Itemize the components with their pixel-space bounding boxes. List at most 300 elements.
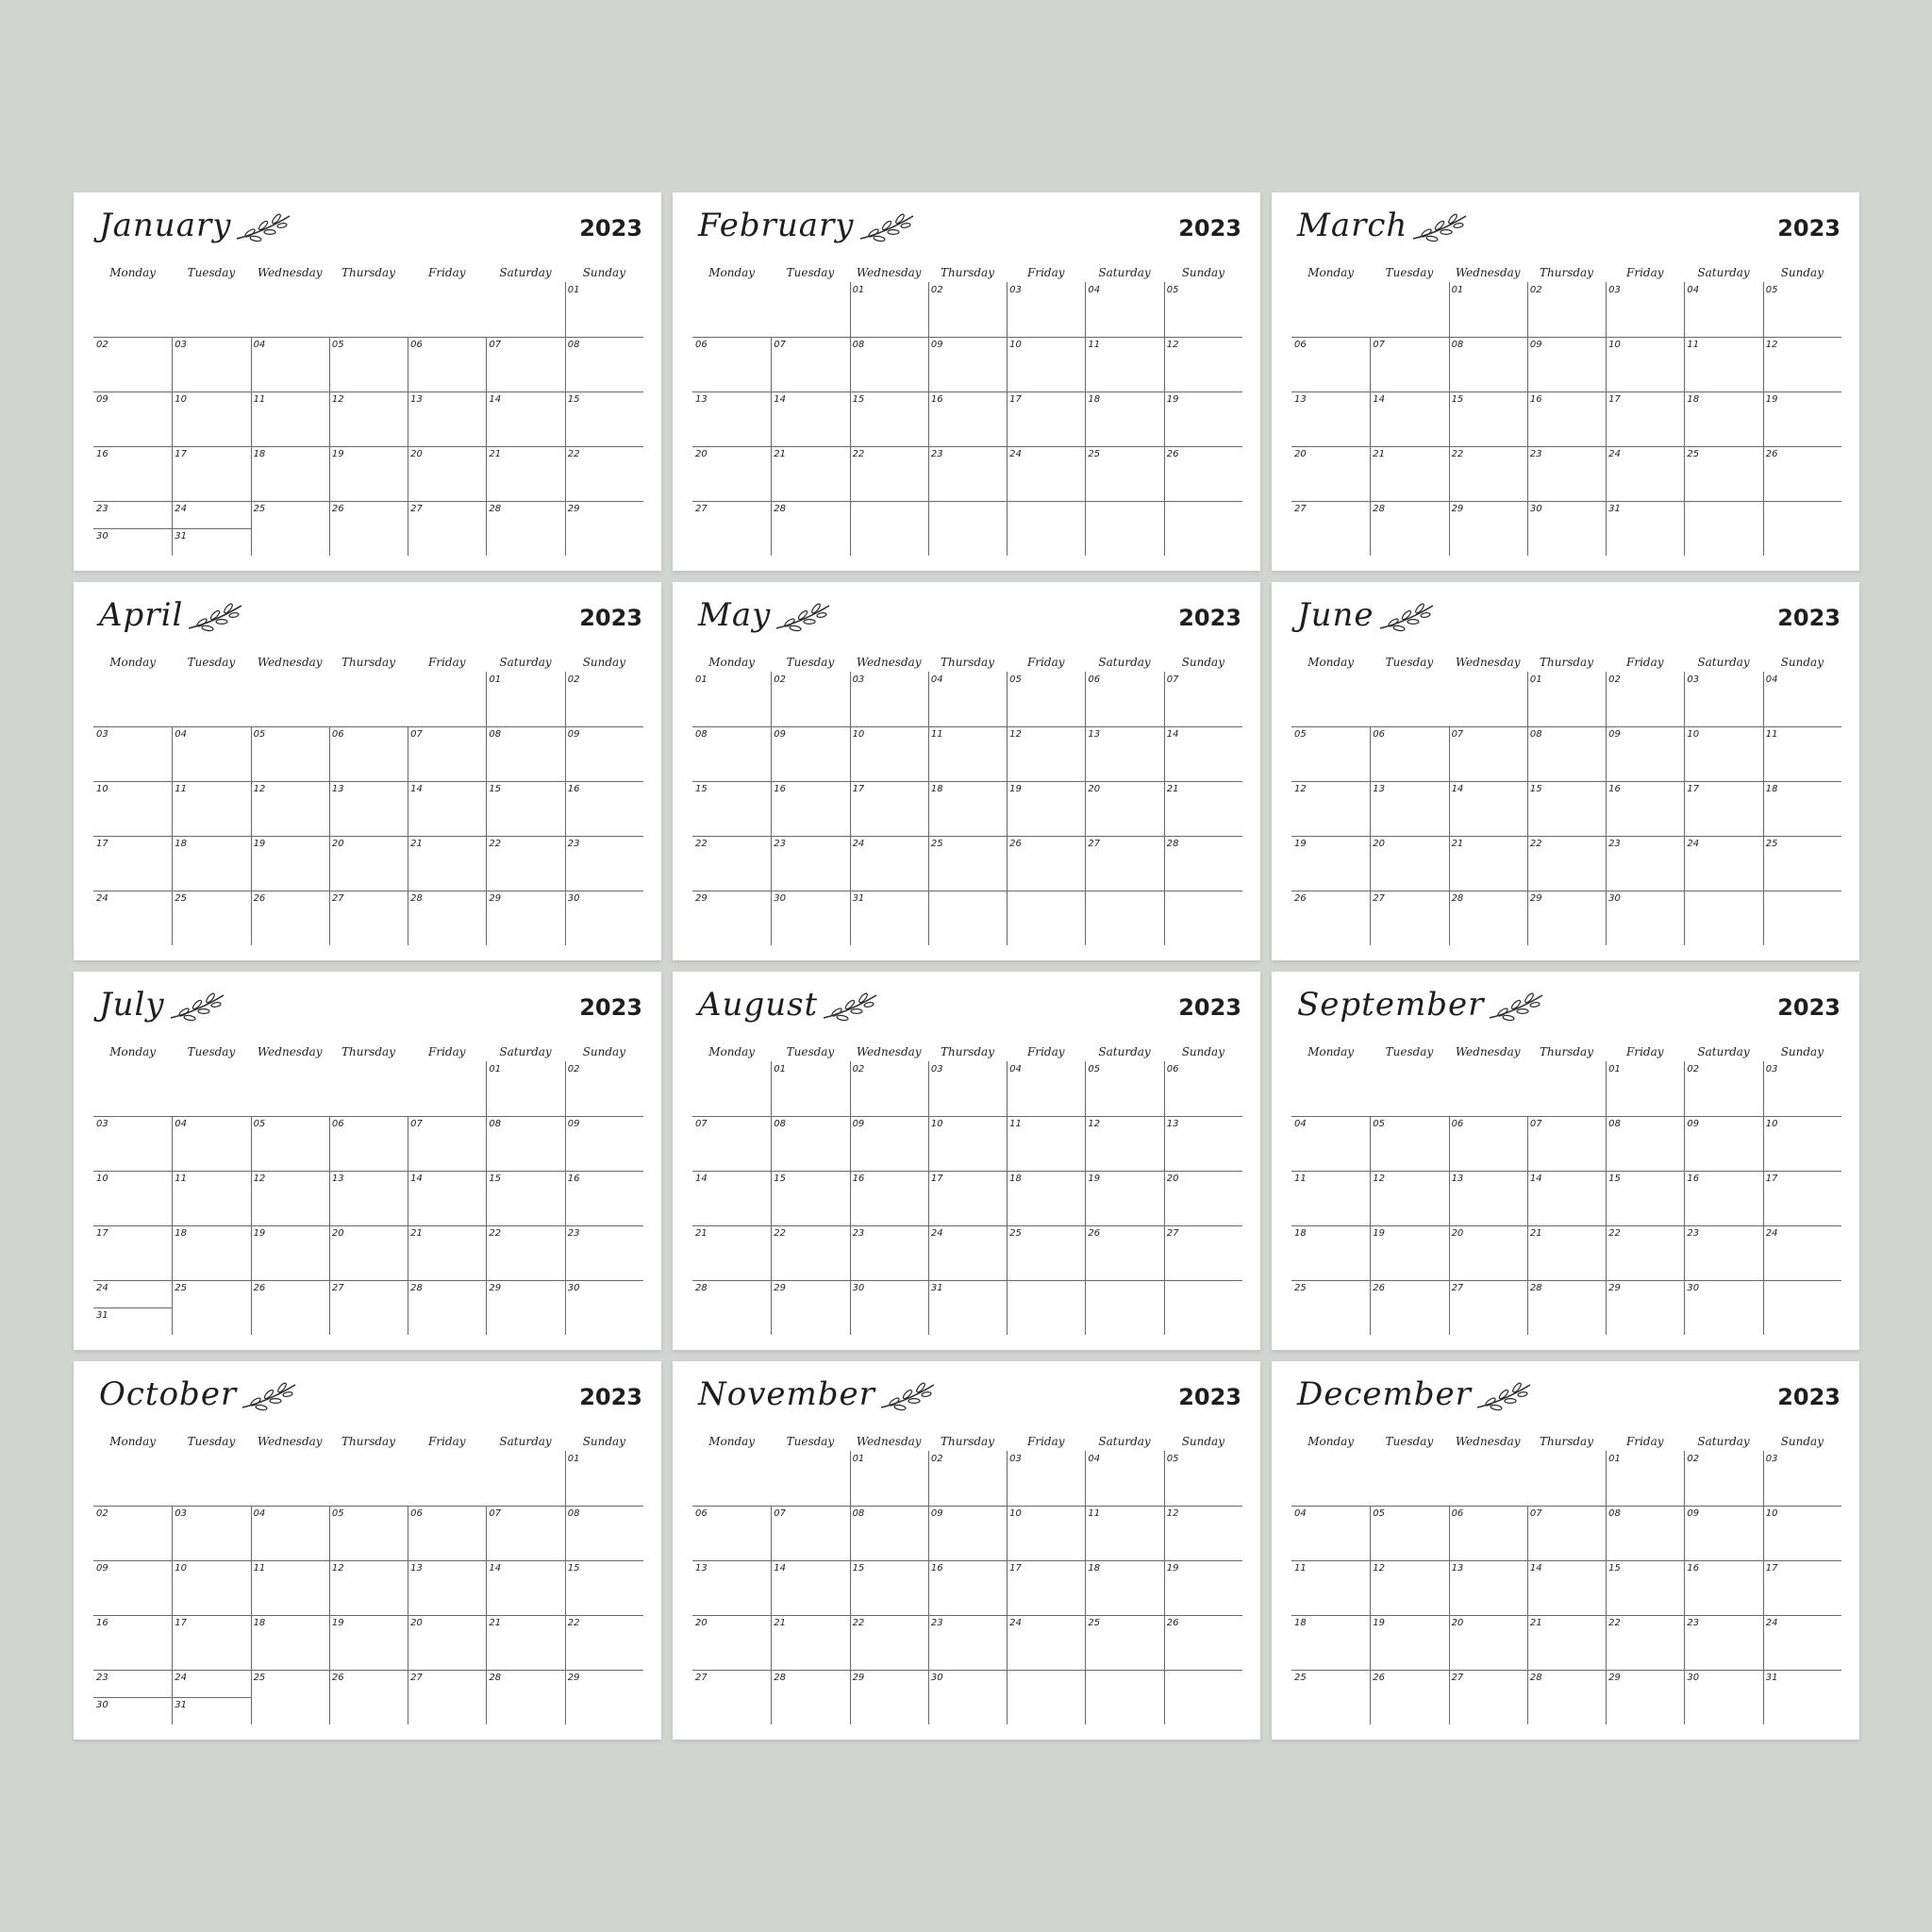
date-number: 10 (175, 394, 188, 405)
date-number: 21 (489, 1618, 502, 1628)
date-number: 07 (1166, 675, 1179, 685)
date-number: 25 (930, 839, 943, 849)
date-number: 05 (1294, 729, 1307, 740)
date-number: 08 (567, 340, 580, 350)
grid-row-divider (93, 446, 643, 447)
date-number: 15 (567, 1563, 580, 1574)
date-number: 22 (1608, 1228, 1621, 1239)
day-grid (692, 1061, 1242, 1335)
weekday-label-tuesday: Tuesday (786, 1045, 835, 1058)
date-number: 21 (489, 449, 502, 459)
grid-split-divider (172, 528, 250, 529)
date-number: 14 (489, 1563, 502, 1574)
grid-row-divider (1291, 836, 1841, 837)
weekday-label-tuesday: Tuesday (187, 1045, 236, 1058)
grid-column-divider (1164, 282, 1165, 556)
sprig-icon (858, 210, 917, 244)
year-label: 2023 (1178, 994, 1241, 1021)
date-number: 02 (96, 340, 108, 350)
weekday-label-friday: Friday (1027, 1435, 1065, 1448)
date-number: 29 (1608, 1283, 1621, 1293)
date-number: 06 (695, 1508, 708, 1519)
date-number: 10 (1009, 1508, 1022, 1519)
date-number: 18 (253, 449, 266, 459)
date-number: 18 (1009, 1174, 1022, 1184)
date-number: 23 (1529, 449, 1542, 459)
date-number: 20 (1294, 449, 1307, 459)
date-number: 08 (695, 729, 708, 740)
date-number: 23 (567, 1228, 580, 1239)
date-number: 20 (410, 449, 423, 459)
grid-row-divider (1291, 1171, 1841, 1172)
date-number: 10 (1687, 729, 1700, 740)
weekday-label-wednesday: Wednesday (1455, 1045, 1521, 1058)
date-number: 20 (695, 449, 708, 459)
date-number: 29 (489, 1283, 502, 1293)
date-number: 14 (1529, 1174, 1542, 1184)
date-number: 04 (253, 340, 266, 350)
weekday-label-tuesday: Tuesday (1385, 1045, 1434, 1058)
date-number: 24 (852, 839, 865, 849)
date-number: 06 (331, 729, 344, 740)
date-number: 09 (96, 1563, 108, 1574)
date-number: 12 (1088, 1119, 1101, 1129)
date-number: 05 (331, 1508, 344, 1519)
weekday-label-tuesday: Tuesday (1385, 656, 1434, 669)
grid-column-divider (565, 672, 566, 945)
month-calendar-october (74, 1361, 661, 1740)
weekday-label-friday: Friday (1027, 1045, 1065, 1058)
date-number: 14 (1529, 1563, 1542, 1574)
grid-column-divider (1449, 282, 1450, 556)
date-number: 15 (1608, 1174, 1621, 1184)
date-number: 28 (1451, 893, 1464, 904)
date-number: 24 (930, 1228, 943, 1239)
year-calendar-grid (74, 192, 1859, 1740)
date-number: 27 (695, 1673, 708, 1683)
date-number: 24 (96, 893, 108, 904)
date-number: 12 (1373, 1174, 1386, 1184)
grid-split-divider (172, 1697, 250, 1698)
date-number: 03 (1687, 675, 1700, 685)
date-number: 04 (253, 1508, 266, 1519)
grid-row-divider (692, 1171, 1242, 1172)
weekday-label-sunday: Sunday (582, 266, 625, 279)
weekday-label-thursday: Thursday (1540, 656, 1593, 669)
date-number: 23 (852, 1228, 865, 1239)
date-number: 04 (1294, 1119, 1307, 1129)
grid-column-divider (1164, 1061, 1165, 1335)
weekday-label-wednesday: Wednesday (856, 266, 922, 279)
weekday-label-wednesday: Wednesday (257, 1435, 323, 1448)
date-number: 21 (695, 1228, 708, 1239)
date-number: 20 (410, 1618, 423, 1628)
date-number: 12 (1765, 340, 1778, 350)
date-number: 30 (96, 531, 108, 541)
date-number: 15 (489, 1174, 502, 1184)
date-number: 01 (489, 1064, 502, 1074)
grid-column-divider (1606, 1451, 1607, 1724)
date-number: 05 (1373, 1119, 1386, 1129)
weekday-label-monday: Monday (708, 1045, 756, 1058)
date-number: 10 (96, 784, 108, 794)
grid-column-divider (928, 1061, 929, 1335)
date-number: 13 (695, 394, 708, 405)
date-number: 13 (331, 1174, 344, 1184)
date-number: 07 (774, 1508, 787, 1519)
date-number: 08 (774, 1119, 787, 1129)
date-number: 29 (852, 1673, 865, 1683)
weekday-label-monday: Monday (1307, 656, 1355, 669)
date-number: 25 (175, 1283, 188, 1293)
weekday-label-saturday: Saturday (1697, 1045, 1750, 1058)
date-number: 02 (1608, 675, 1621, 685)
month-name-text: June (1297, 596, 1374, 634)
date-number: 04 (1088, 285, 1101, 295)
date-number: 16 (852, 1174, 865, 1184)
weekday-label-thursday: Thursday (1540, 1435, 1593, 1448)
grid-row-divider (93, 337, 643, 338)
date-number: 08 (1608, 1508, 1621, 1519)
date-number: 07 (410, 729, 423, 740)
date-number: 29 (1451, 504, 1464, 514)
weekday-label-thursday: Thursday (941, 1045, 994, 1058)
date-number: 02 (852, 1064, 865, 1074)
month-calendar-december (1272, 1361, 1859, 1740)
weekday-label-saturday: Saturday (499, 656, 552, 669)
date-number: 27 (1451, 1283, 1464, 1293)
month-name-text: August (698, 986, 819, 1024)
date-number: 16 (930, 394, 943, 405)
grid-row-divider (1291, 446, 1841, 447)
date-number: 26 (253, 893, 266, 904)
date-number: 06 (410, 340, 423, 350)
date-number: 18 (1294, 1228, 1307, 1239)
date-number: 26 (253, 1283, 266, 1293)
date-number: 30 (852, 1283, 865, 1293)
date-number: 07 (489, 340, 502, 350)
date-number: 14 (695, 1174, 708, 1184)
grid-row-divider (1291, 1280, 1841, 1281)
year-label: 2023 (1178, 215, 1241, 242)
grid-column-divider (850, 672, 851, 945)
date-number: 14 (410, 1174, 423, 1184)
date-number: 17 (1765, 1563, 1778, 1574)
date-number: 17 (930, 1174, 943, 1184)
date-number: 02 (774, 675, 787, 685)
month-name-text: November (698, 1375, 875, 1413)
weekday-label-wednesday: Wednesday (856, 1435, 922, 1448)
date-number: 03 (1765, 1064, 1778, 1074)
date-number: 12 (253, 784, 266, 794)
weekday-header (1291, 264, 1841, 281)
date-number: 22 (774, 1228, 787, 1239)
weekday-header (93, 654, 643, 671)
date-number: 27 (410, 1673, 423, 1683)
date-number: 01 (852, 285, 865, 295)
month-calendar-april (74, 582, 661, 960)
date-number: 29 (567, 1673, 580, 1683)
weekday-header (692, 1433, 1242, 1450)
sprig-icon (187, 600, 245, 634)
grid-row-divider (1291, 1615, 1841, 1616)
date-number: 06 (1294, 340, 1307, 350)
date-number: 28 (1373, 504, 1386, 514)
day-grid (692, 672, 1242, 945)
date-number: 09 (852, 1119, 865, 1129)
date-number: 07 (774, 340, 787, 350)
date-number: 15 (852, 1563, 865, 1574)
date-number: 01 (567, 285, 580, 295)
grid-column-divider (928, 1451, 929, 1724)
month-name (698, 596, 833, 634)
date-number: 13 (1451, 1174, 1464, 1184)
weekday-label-saturday: Saturday (1098, 656, 1151, 669)
grid-row-divider (692, 1280, 1242, 1281)
grid-column-divider (1007, 1451, 1008, 1724)
date-number: 01 (567, 1454, 580, 1464)
weekday-label-tuesday: Tuesday (786, 266, 835, 279)
date-number: 24 (96, 1283, 108, 1293)
weekday-label-sunday: Sunday (1181, 266, 1224, 279)
month-name (698, 1375, 938, 1413)
day-grid (1291, 672, 1841, 945)
weekday-label-wednesday: Wednesday (1455, 656, 1521, 669)
date-number: 30 (930, 1673, 943, 1683)
date-number: 19 (1373, 1618, 1386, 1628)
date-number: 31 (96, 1310, 108, 1321)
date-number: 04 (175, 1119, 188, 1129)
month-name (1297, 986, 1546, 1024)
grid-row-divider (93, 501, 643, 502)
year-label: 2023 (1777, 215, 1840, 242)
date-number: 26 (1009, 839, 1022, 849)
date-number: 17 (96, 839, 108, 849)
grid-column-divider (1763, 1061, 1764, 1335)
date-number: 25 (1088, 449, 1101, 459)
month-name-text: March (1297, 207, 1408, 244)
date-number: 09 (1608, 729, 1621, 740)
weekday-label-friday: Friday (428, 1045, 466, 1058)
grid-column-divider (1164, 672, 1165, 945)
date-number: 08 (1529, 729, 1542, 740)
month-name (1297, 209, 1470, 244)
weekday-label-tuesday: Tuesday (1385, 1435, 1434, 1448)
year-label: 2023 (1777, 605, 1840, 631)
sprig-icon (241, 1379, 299, 1413)
month-name (99, 596, 245, 634)
date-number: 08 (852, 1508, 865, 1519)
grid-column-divider (850, 282, 851, 556)
date-number: 25 (1294, 1673, 1307, 1683)
date-number: 07 (489, 1508, 502, 1519)
date-number: 06 (1088, 675, 1101, 685)
date-number: 11 (1009, 1119, 1022, 1129)
grid-row-divider (692, 781, 1242, 782)
month-name (1297, 596, 1437, 634)
date-number: 26 (1765, 449, 1778, 459)
day-grid (93, 1451, 643, 1724)
day-grid (692, 1451, 1242, 1724)
date-number: 28 (1529, 1283, 1542, 1293)
date-number: 28 (410, 1283, 423, 1293)
weekday-label-saturday: Saturday (499, 1435, 552, 1448)
date-number: 27 (1166, 1228, 1179, 1239)
weekday-label-sunday: Sunday (1780, 266, 1824, 279)
grid-column-divider (1606, 1061, 1607, 1335)
date-number: 06 (1451, 1119, 1464, 1129)
date-number: 06 (695, 340, 708, 350)
date-number: 19 (1088, 1174, 1101, 1184)
date-number: 14 (489, 394, 502, 405)
date-number: 22 (1451, 449, 1464, 459)
weekday-header (692, 264, 1242, 281)
weekday-label-thursday: Thursday (1540, 266, 1593, 279)
date-number: 29 (774, 1283, 787, 1293)
date-number: 15 (852, 394, 865, 405)
weekday-label-monday: Monday (1307, 1045, 1355, 1058)
date-number: 17 (1765, 1174, 1778, 1184)
date-number: 19 (1765, 394, 1778, 405)
date-number: 05 (331, 340, 344, 350)
grid-column-divider (928, 282, 929, 556)
weekday-label-tuesday: Tuesday (786, 656, 835, 669)
date-number: 25 (1294, 1283, 1307, 1293)
date-number: 02 (930, 285, 943, 295)
weekday-header (692, 654, 1242, 671)
date-number: 25 (1765, 839, 1778, 849)
date-number: 23 (567, 839, 580, 849)
grid-column-divider (1606, 672, 1607, 945)
grid-row-divider (93, 1615, 643, 1616)
date-number: 09 (1529, 340, 1542, 350)
weekday-label-tuesday: Tuesday (1385, 266, 1434, 279)
grid-row-divider (692, 1560, 1242, 1561)
month-name (698, 209, 917, 244)
date-number: 16 (774, 784, 787, 794)
date-number: 17 (852, 784, 865, 794)
date-number: 06 (331, 1119, 344, 1129)
date-number: 13 (410, 1563, 423, 1574)
grid-column-divider (1164, 1451, 1165, 1724)
date-number: 30 (567, 893, 580, 904)
date-number: 01 (489, 675, 502, 685)
date-number: 15 (567, 394, 580, 405)
grid-column-divider (850, 1451, 851, 1724)
date-number: 30 (1687, 1673, 1700, 1683)
date-number: 30 (1687, 1283, 1700, 1293)
year-label: 2023 (579, 605, 642, 631)
date-number: 16 (1529, 394, 1542, 405)
date-number: 16 (567, 784, 580, 794)
date-number: 18 (930, 784, 943, 794)
weekday-label-sunday: Sunday (1780, 656, 1824, 669)
grid-row-divider (1291, 337, 1841, 338)
sprig-icon (879, 1379, 938, 1413)
date-number: 05 (253, 729, 266, 740)
date-number: 25 (175, 893, 188, 904)
weekday-label-wednesday: Wednesday (257, 1045, 323, 1058)
weekday-label-monday: Monday (109, 266, 157, 279)
weekday-header (1291, 654, 1841, 671)
date-number: 08 (1608, 1119, 1621, 1129)
weekday-label-sunday: Sunday (1181, 1435, 1224, 1448)
weekday-label-monday: Monday (708, 656, 756, 669)
date-number: 16 (1687, 1563, 1700, 1574)
date-number: 24 (1687, 839, 1700, 849)
grid-row-divider (93, 1506, 643, 1507)
date-number: 09 (1687, 1508, 1700, 1519)
date-number: 23 (96, 1673, 108, 1683)
weekday-label-saturday: Saturday (499, 266, 552, 279)
weekday-label-thursday: Thursday (341, 1435, 395, 1448)
grid-row-divider (93, 1280, 643, 1281)
date-number: 11 (1687, 340, 1700, 350)
weekday-label-monday: Monday (1307, 1435, 1355, 1448)
date-number: 11 (175, 784, 188, 794)
month-calendar-march (1272, 192, 1859, 571)
date-number: 23 (774, 839, 787, 849)
weekday-label-sunday: Sunday (582, 1435, 625, 1448)
date-number: 18 (175, 1228, 188, 1239)
date-number: 30 (774, 893, 787, 904)
date-number: 23 (930, 449, 943, 459)
date-number: 18 (1687, 394, 1700, 405)
date-number: 24 (175, 504, 188, 514)
date-number: 12 (1009, 729, 1022, 740)
date-number: 23 (96, 504, 108, 514)
date-number: 18 (175, 839, 188, 849)
date-number: 09 (96, 394, 108, 405)
month-calendar-may (673, 582, 1260, 960)
date-number: 28 (774, 504, 787, 514)
date-number: 08 (489, 1119, 502, 1129)
date-number: 24 (1608, 449, 1621, 459)
month-name-text: April (99, 596, 184, 634)
date-number: 28 (1166, 839, 1179, 849)
date-number: 05 (1009, 675, 1022, 685)
date-number: 26 (1294, 893, 1307, 904)
date-number: 21 (1529, 1228, 1542, 1239)
date-number: 05 (253, 1119, 266, 1129)
date-number: 23 (1687, 1228, 1700, 1239)
grid-row-divider (692, 446, 1242, 447)
year-label: 2023 (579, 1384, 642, 1410)
date-number: 09 (930, 1508, 943, 1519)
date-number: 13 (1166, 1119, 1179, 1129)
date-number: 31 (175, 1700, 188, 1710)
date-number: 07 (1373, 340, 1386, 350)
month-calendar-august (673, 972, 1260, 1350)
date-number: 31 (1608, 504, 1621, 514)
date-number: 01 (695, 675, 708, 685)
sprig-icon (1488, 990, 1546, 1024)
date-number: 22 (1608, 1618, 1621, 1628)
date-number: 11 (253, 1563, 266, 1574)
month-name (99, 209, 293, 244)
grid-row-divider (1291, 726, 1841, 727)
date-number: 24 (1765, 1618, 1778, 1628)
date-number: 04 (930, 675, 943, 685)
date-number: 05 (1088, 1064, 1101, 1074)
weekday-label-sunday: Sunday (1181, 1045, 1224, 1058)
date-number: 16 (930, 1563, 943, 1574)
weekday-label-thursday: Thursday (1540, 1045, 1593, 1058)
weekday-label-friday: Friday (428, 1435, 466, 1448)
date-number: 29 (1529, 893, 1542, 904)
day-grid (1291, 282, 1841, 556)
date-number: 09 (774, 729, 787, 740)
